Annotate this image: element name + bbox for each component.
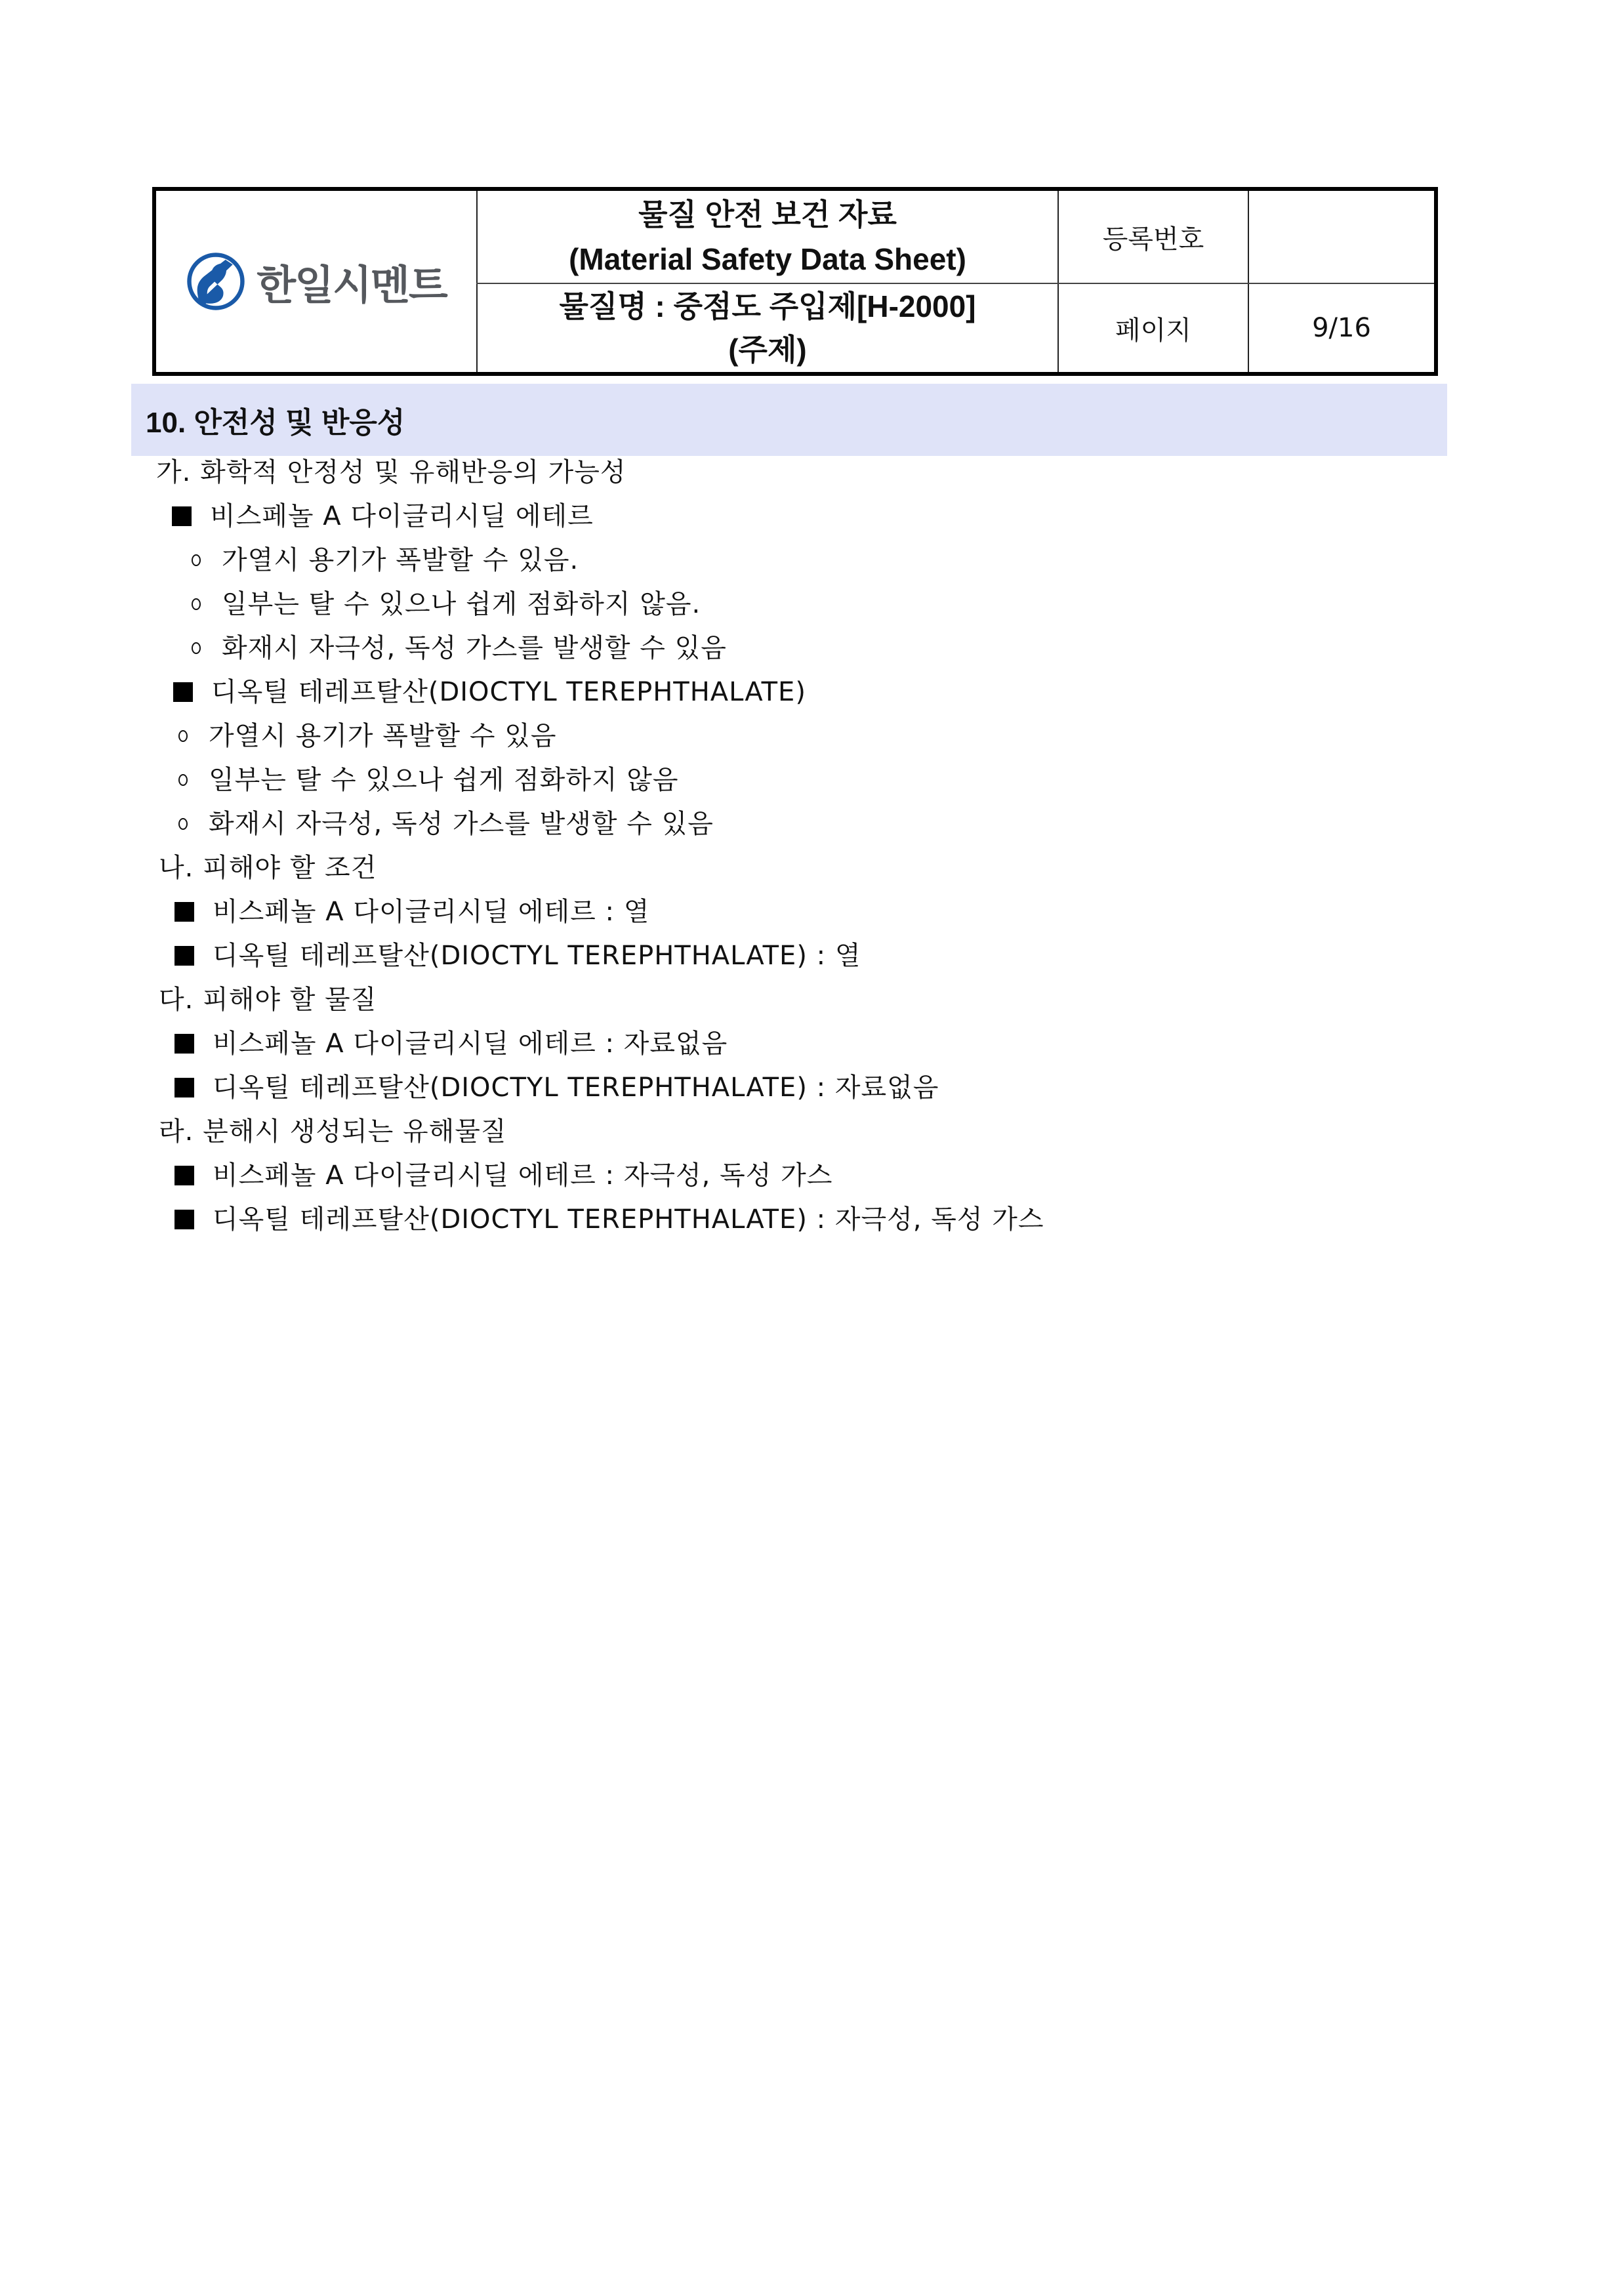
list-item: 일부는 탈 수 있으나 쉽게 점화하지 않음. bbox=[192, 584, 701, 624]
circle-bullet-icon bbox=[192, 554, 201, 566]
square-bullet-icon bbox=[174, 1166, 194, 1185]
square-bullet-icon bbox=[174, 902, 194, 922]
subheading: 다. 피해야 할 물질 bbox=[159, 985, 377, 1015]
product-name-line2: (주제) bbox=[728, 333, 807, 367]
list-item: 비스페놀 A 다이글리시딜 에테르 : 자료없음 bbox=[174, 1024, 728, 1063]
list-item: 일부는 탈 수 있으나 쉽게 점화하지 않음 bbox=[178, 760, 679, 800]
circle-bullet-icon bbox=[178, 818, 188, 830]
square-bullet-icon bbox=[174, 946, 194, 966]
page-number: 9/16 bbox=[1312, 313, 1371, 343]
registration-label: 등록번호 bbox=[1102, 224, 1204, 255]
list-item: 비스페놀 A 다이글리시딜 에테르 bbox=[172, 497, 594, 536]
subheading: 가. 화학적 안정성 및 유해반응의 가능성 bbox=[156, 457, 626, 487]
company-name: 한일시멘트 bbox=[256, 260, 447, 309]
product-name-line1: 물질명 : 중점도 주입제[H-2000] bbox=[559, 289, 976, 323]
circle-bullet-icon bbox=[178, 774, 188, 786]
list-item: 화재시 자극성, 독성 가스를 발생할 수 있음 bbox=[192, 628, 727, 668]
product-name bbox=[478, 284, 1057, 372]
square-bullet-icon bbox=[174, 1078, 194, 1097]
circle-bullet-icon bbox=[178, 730, 188, 742]
circle-bullet-icon bbox=[192, 598, 201, 610]
square-bullet-icon bbox=[174, 1210, 194, 1229]
s-circle-logo-icon bbox=[186, 251, 246, 312]
list-item: 디옥틸 테레프탈산(DIOCTYL TEREPHTHALATE) : 자극성, 독성 가스 bbox=[174, 1200, 1044, 1239]
list-item: 가열시 용기가 폭발할 수 있음. bbox=[192, 541, 579, 580]
list-item: 가열시 용기가 폭발할 수 있음 bbox=[178, 716, 557, 756]
list-item: 디옥틸 테레프탈산(DIOCTYL TEREPHTHALATE) : 자료없음 bbox=[174, 1068, 939, 1107]
page-label: 페이지 bbox=[1115, 315, 1191, 346]
list-item: 디옥틸 테레프탈산(DIOCTYL TEREPHTHALATE) : 열 bbox=[174, 936, 861, 975]
title-english: (Material Safety Data Sheet) bbox=[569, 242, 966, 276]
list-item: 비스페놀 A 다이글리시딜 에테르 : 열 bbox=[174, 892, 649, 932]
document-title bbox=[478, 191, 1057, 283]
list-item: 화재시 자극성, 독성 가스를 발생할 수 있음 bbox=[178, 804, 714, 844]
company-logo bbox=[156, 191, 476, 372]
subheading: 나. 피해야 할 조건 bbox=[159, 853, 377, 883]
circle-bullet-icon bbox=[192, 642, 201, 654]
section-header bbox=[131, 384, 1447, 456]
section-title: 10. 안전성 및 반응성 bbox=[146, 407, 405, 439]
registration-value bbox=[1249, 191, 1434, 283]
subheading: 라. 분해시 생성되는 유해물질 bbox=[159, 1117, 507, 1147]
document-header-table bbox=[152, 187, 1438, 376]
title-korean: 물질 안전 보건 자료 bbox=[638, 197, 897, 232]
list-item: 디옥틸 테레프탈산(DIOCTYL TEREPHTHALATE) bbox=[173, 672, 806, 712]
list-item: 비스페놀 A 다이글리시딜 에테르 : 자극성, 독성 가스 bbox=[174, 1156, 832, 1195]
square-bullet-icon bbox=[172, 506, 192, 526]
square-bullet-icon bbox=[174, 1034, 194, 1054]
square-bullet-icon bbox=[173, 682, 193, 702]
